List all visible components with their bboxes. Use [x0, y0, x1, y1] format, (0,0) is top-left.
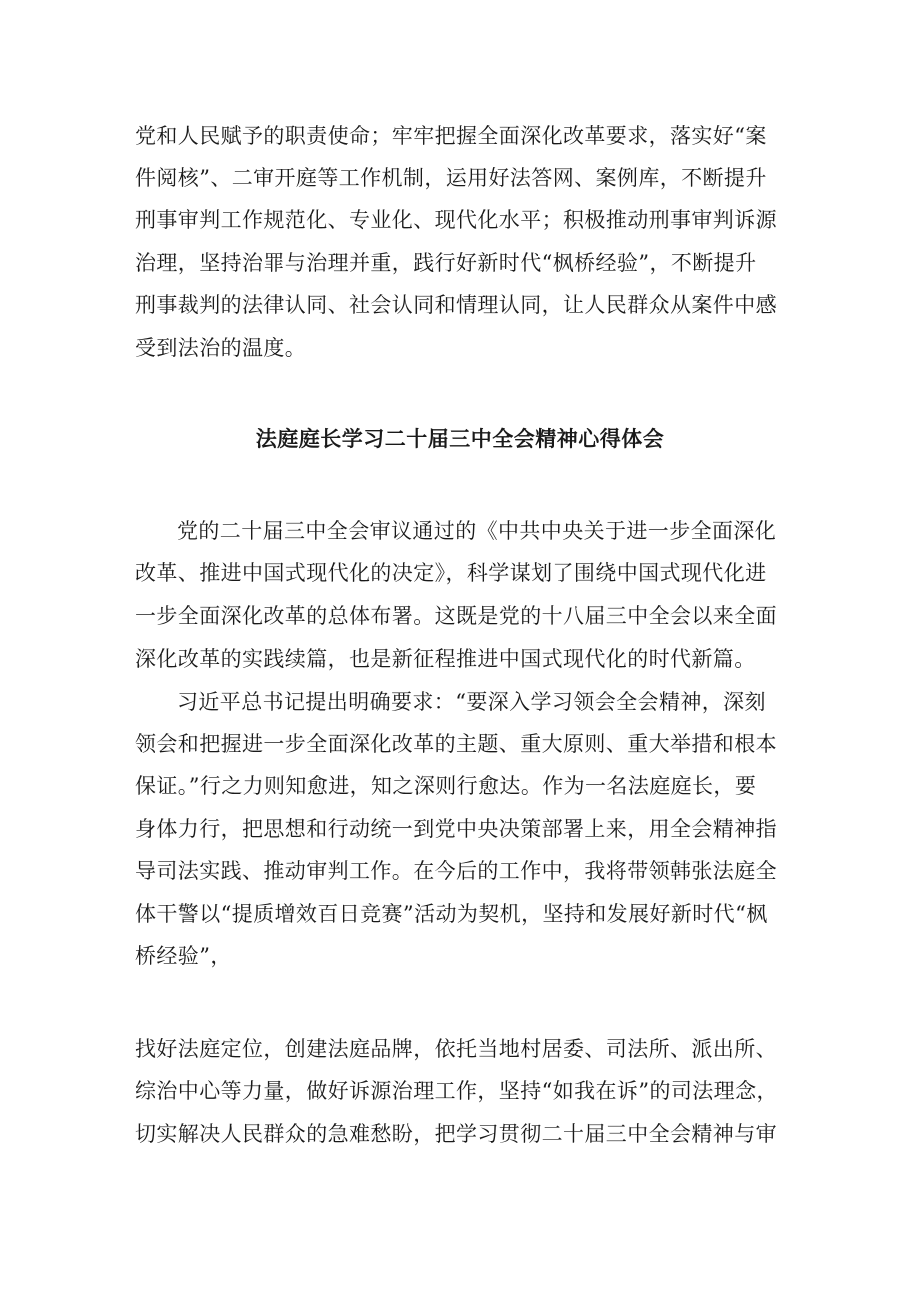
text-line: 找好法庭定位，创建法庭品牌，依托当地村居委、司法所、派出所、 — [135, 1037, 777, 1061]
text-line: 习近平总书记提出明确要求：“要深入学习领会全会精神，深刻 — [177, 690, 766, 714]
text-line: 身体力行，把思想和行动统一到党中央决策部署上来，用全会精神指 — [135, 817, 777, 841]
text-line: 切实解决人民群众的急难愁盼，把学习贯彻二十届三中全会精神与审 — [135, 1122, 777, 1146]
text-line: 改革、推进中国式现代化的决定》，科学谋划了围绕中国式现代化进 — [135, 561, 767, 585]
text-line: 受到法治的温度。 — [135, 336, 307, 360]
text-line: 保证。”行之力则知愈进，知之深则行愈达。作为一名法庭庭长，要 — [135, 774, 757, 798]
text-line: 导司法实践、推动审判工作。在今后的工作中，我将带领韩张法庭全 — [135, 859, 777, 883]
text-line: 党的二十届三中全会审议通过的《中共中央关于进一步全面深化 — [177, 519, 777, 543]
text-line: 桥经验”， — [135, 944, 232, 968]
text-line: 党和人民赋予的职责使命；牢牢把握全面深化改革要求，落实好“案 — [135, 124, 767, 148]
text-line: 综治中心等力量，做好诉源治理工作，坚持“如我在诉”的司法理念， — [135, 1079, 778, 1103]
text-line: 刑事审判工作规范化、专业化、现代化水平；积极推动刑事审判诉源 — [135, 208, 777, 232]
text-line: 刑事裁判的法律认同、社会认同和情理认同，让人民群众从案件中感 — [135, 293, 777, 317]
text-line: 深化改革的实践续篇，也是新征程推进中国式现代化的时代新篇。 — [135, 647, 756, 671]
text-line: 领会和把握进一步全面深化改革的主题、重大原则、重大举措和根本 — [135, 732, 777, 756]
text-line: 治理，坚持治罪与治理并重，践行好新时代“枫桥经验”，不断提升 — [135, 251, 757, 275]
text-line: 体干警以“提质增效百日竞赛”活动为契机，坚持和发展好新时代“枫 — [135, 902, 768, 926]
article-title: 法庭庭长学习二十届三中全会精神心得体会 — [255, 426, 665, 451]
text-line: 一步全面深化改革的总体布署。这既是党的十八届三中全会以来全面 — [135, 604, 777, 628]
text-line: 件阅核”、二审开庭等工作机制，运用好法答网、案例库，不断提升 — [135, 166, 767, 190]
